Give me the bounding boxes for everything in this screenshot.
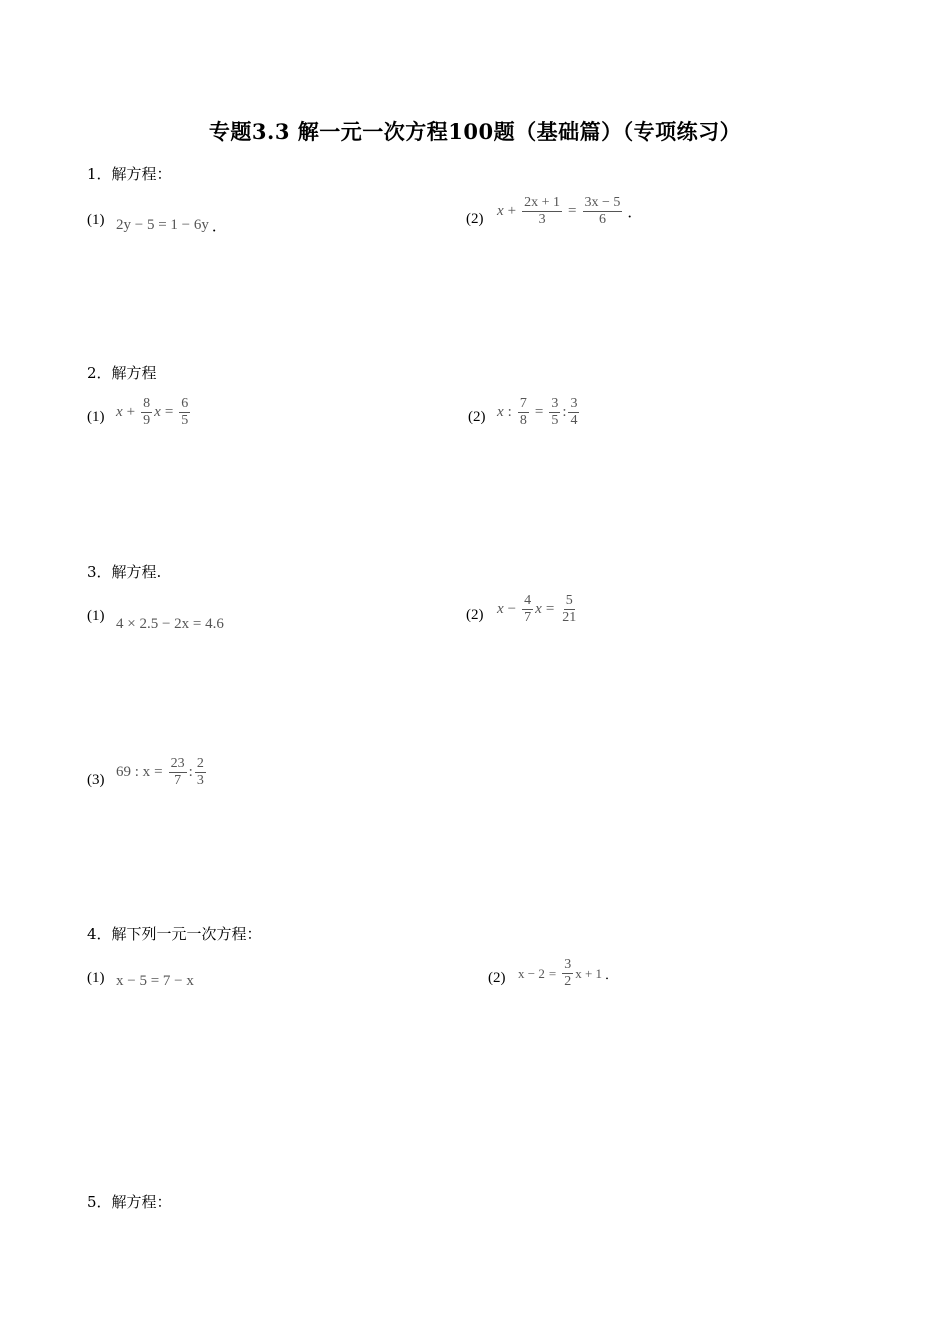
fraction — [141, 396, 152, 429]
operator: : — [188, 764, 193, 780]
question-2-heading: 2．解方程 — [87, 364, 157, 382]
numerator: 3 — [570, 396, 578, 411]
variable: x — [497, 601, 504, 617]
page-title: 专题3.3 解一元一次方程100题（基础篇）（专项练习） — [208, 119, 742, 144]
numerator: 3x − 5 — [584, 195, 621, 210]
operator: = — [548, 965, 557, 981]
question-3-heading: 3．解方程. — [87, 563, 162, 581]
denominator: 2 — [564, 974, 572, 989]
operator: = — [164, 404, 174, 420]
equation-text: 69 : x — [116, 764, 151, 780]
equation-text: x − 5 = 7 − x — [116, 973, 194, 989]
q2-part2-label: (2) — [468, 409, 486, 425]
equation-text: x + 1 — [575, 965, 603, 981]
denominator: 9 — [143, 413, 151, 428]
variable: x — [497, 404, 504, 420]
denominator: 8 — [519, 413, 527, 428]
denominator: 3 — [196, 773, 204, 788]
operator: = — [154, 764, 163, 780]
q1-part2-equation — [497, 195, 642, 228]
operator: − — [507, 601, 517, 617]
q3-part3-label: (3) — [87, 772, 105, 788]
numerator: 6 — [181, 396, 189, 411]
denominator: 7 — [174, 773, 182, 788]
fraction — [549, 396, 560, 429]
q1-part1-equation — [116, 215, 227, 236]
numerator: 2 — [196, 756, 204, 771]
fraction — [518, 396, 529, 429]
q2-part1-equation — [116, 396, 192, 429]
variable: x — [535, 601, 542, 617]
denominator: 21 — [562, 610, 577, 625]
fraction — [562, 957, 573, 990]
operator: = — [534, 404, 544, 420]
q4-part1-equation — [116, 973, 194, 990]
q4-part2-equation — [518, 957, 618, 990]
denominator: 4 — [570, 413, 578, 428]
q2-part1-label: (1) — [87, 409, 105, 425]
q4-part2-label: (2) — [488, 970, 506, 986]
question-1-heading: 1．解方程： — [87, 165, 172, 183]
equation-text: 4 × 2.5 − 2x = 4.6 — [116, 616, 224, 632]
question-5-heading: 5．解方程： — [87, 1193, 172, 1211]
operator: = — [545, 601, 555, 617]
denominator: 5 — [551, 413, 559, 428]
fraction — [568, 396, 579, 429]
fraction — [195, 756, 206, 789]
fraction — [583, 195, 623, 228]
denominator: 6 — [598, 212, 606, 227]
operator: + — [126, 404, 136, 420]
q3-part2-label: (2) — [466, 607, 484, 623]
variable: x — [116, 404, 123, 420]
operator: + — [507, 203, 517, 219]
equation-text: x − 2 — [518, 965, 545, 981]
q1-part1-label: (1) — [87, 212, 105, 228]
question-4-heading: 4．解下列一元一次方程： — [87, 925, 262, 943]
q4-part1-label: (1) — [87, 970, 105, 986]
punctuation: ． — [211, 219, 227, 235]
denominator: 5 — [181, 413, 189, 428]
variable: x — [497, 203, 504, 219]
punctuation: ． — [627, 205, 643, 221]
variable: x — [154, 404, 161, 420]
numerator: 3 — [551, 396, 559, 411]
numerator: 2x + 1 — [524, 195, 561, 210]
q2-part2-equation — [497, 396, 581, 429]
numerator: 4 — [524, 593, 532, 608]
q3-part3-equation — [116, 756, 208, 789]
fraction — [179, 396, 190, 429]
operator: = — [568, 203, 577, 219]
q1-part2-label: (2) — [466, 211, 484, 227]
fraction — [169, 756, 187, 789]
fraction — [522, 195, 562, 228]
operator: : — [562, 404, 567, 420]
numerator: 5 — [565, 593, 573, 608]
equation-text: 2y − 5 = 1 − 6y — [116, 217, 209, 233]
q3-part2-equation — [497, 593, 580, 626]
q3-part1-label: (1) — [87, 608, 105, 624]
fraction — [522, 593, 533, 626]
punctuation: ． — [605, 967, 619, 982]
operator: : — [507, 404, 512, 420]
numerator: 23 — [170, 756, 185, 771]
fraction — [560, 593, 578, 626]
denominator: 3 — [538, 212, 546, 227]
numerator: 8 — [143, 396, 151, 411]
denominator: 7 — [524, 610, 532, 625]
numerator: 3 — [564, 957, 572, 972]
numerator: 7 — [519, 396, 527, 411]
q3-part1-equation — [116, 616, 224, 633]
